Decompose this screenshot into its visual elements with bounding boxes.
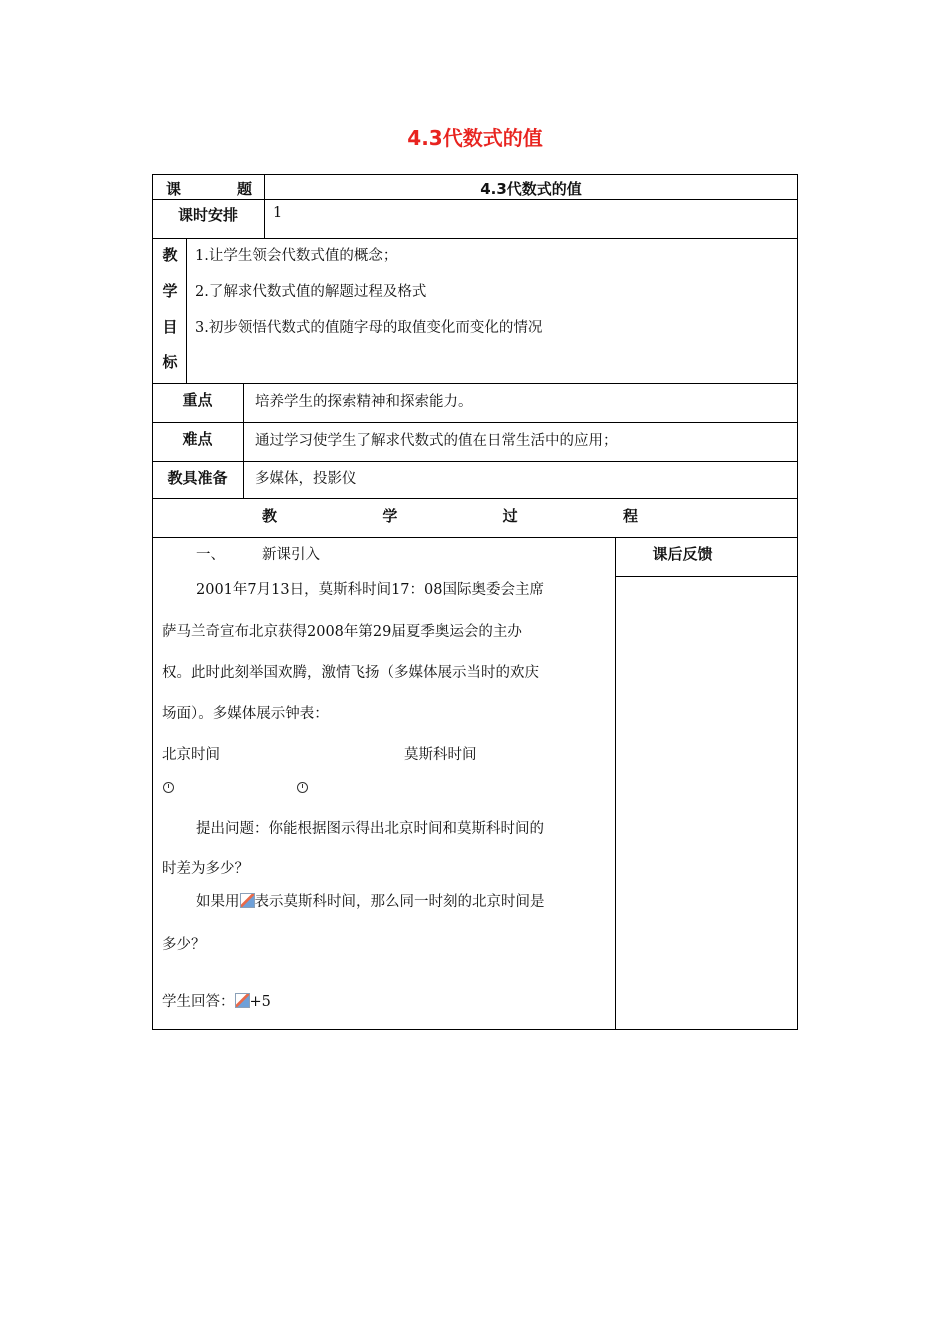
question-2: 如果用 表示莫斯科时间，那么同一时刻的北京时间是 (196, 894, 545, 910)
schedule-value: 1 (273, 205, 283, 221)
key-label: 重点 (182, 391, 213, 409)
moscow-time-label: 莫斯科时间 (404, 747, 477, 763)
formula-image-icon (235, 993, 250, 1008)
tools-value: 多媒体，投影仪 (255, 471, 357, 487)
clock-icon (297, 782, 308, 793)
intro-line: 权。此时此刻举国欢腾，激情飞扬（多媒体展示当时的欢庆 (162, 665, 539, 681)
intro-line: 2001年7月13日，莫斯科时间17：08国际奥委会主席 (196, 582, 544, 598)
student-answer: 学生回答： +5 (162, 994, 271, 1010)
page-title: 4.3代数式的值 (407, 126, 543, 150)
goals-label-char-1: 教 (162, 246, 178, 264)
goals-label-char-4: 标 (162, 353, 178, 371)
schedule-label: 课时安排 (177, 206, 238, 224)
beijing-time-label: 北京时间 (162, 747, 220, 763)
intro-line: 场面）。多媒体展示钟表： (162, 706, 329, 722)
question-line: 时差为多少？ (162, 861, 249, 877)
feedback-label: 课后反馈 (652, 545, 713, 563)
goal-item: 3.初步领悟代数式的值随字母的取值变化而变化的情况 (195, 320, 543, 336)
key-value: 培养学生的探索精神和探索能力。 (255, 394, 473, 410)
question-2-end: 多少？ (162, 937, 206, 953)
goal-item: 1.让学生领会代数式值的概念； (195, 248, 398, 264)
difficulty-value: 通过学习使学生了解求代数式的值在日常生活中的应用； (255, 433, 618, 449)
section-title: 新课引入 (262, 547, 320, 563)
tools-label: 教具准备 (167, 469, 228, 487)
topic-value: 4.3代数式的值 (480, 180, 582, 198)
topic-label (166, 178, 252, 199)
question-line: 提出问题：你能根据图示得出北京时间和莫斯科时间的 (196, 821, 544, 837)
goals-label-char-3: 目 (162, 318, 178, 336)
topic-label-char: 题 (236, 180, 252, 198)
intro-line: 萨马兰奇宣布北京获得2008年第29届夏季奥运会的主办 (162, 624, 522, 640)
formula-image-icon (240, 893, 255, 908)
section-number: 一、 (196, 547, 225, 563)
goal-item: 2.了解求代数式值的解题过程及格式 (195, 284, 427, 300)
topic-label-char: 课 (166, 180, 182, 198)
goals-label-char-2: 学 (162, 282, 178, 300)
difficulty-label: 难点 (182, 430, 213, 448)
clock-icon (163, 782, 174, 793)
process-header: 教 学 过 程 (262, 507, 638, 525)
